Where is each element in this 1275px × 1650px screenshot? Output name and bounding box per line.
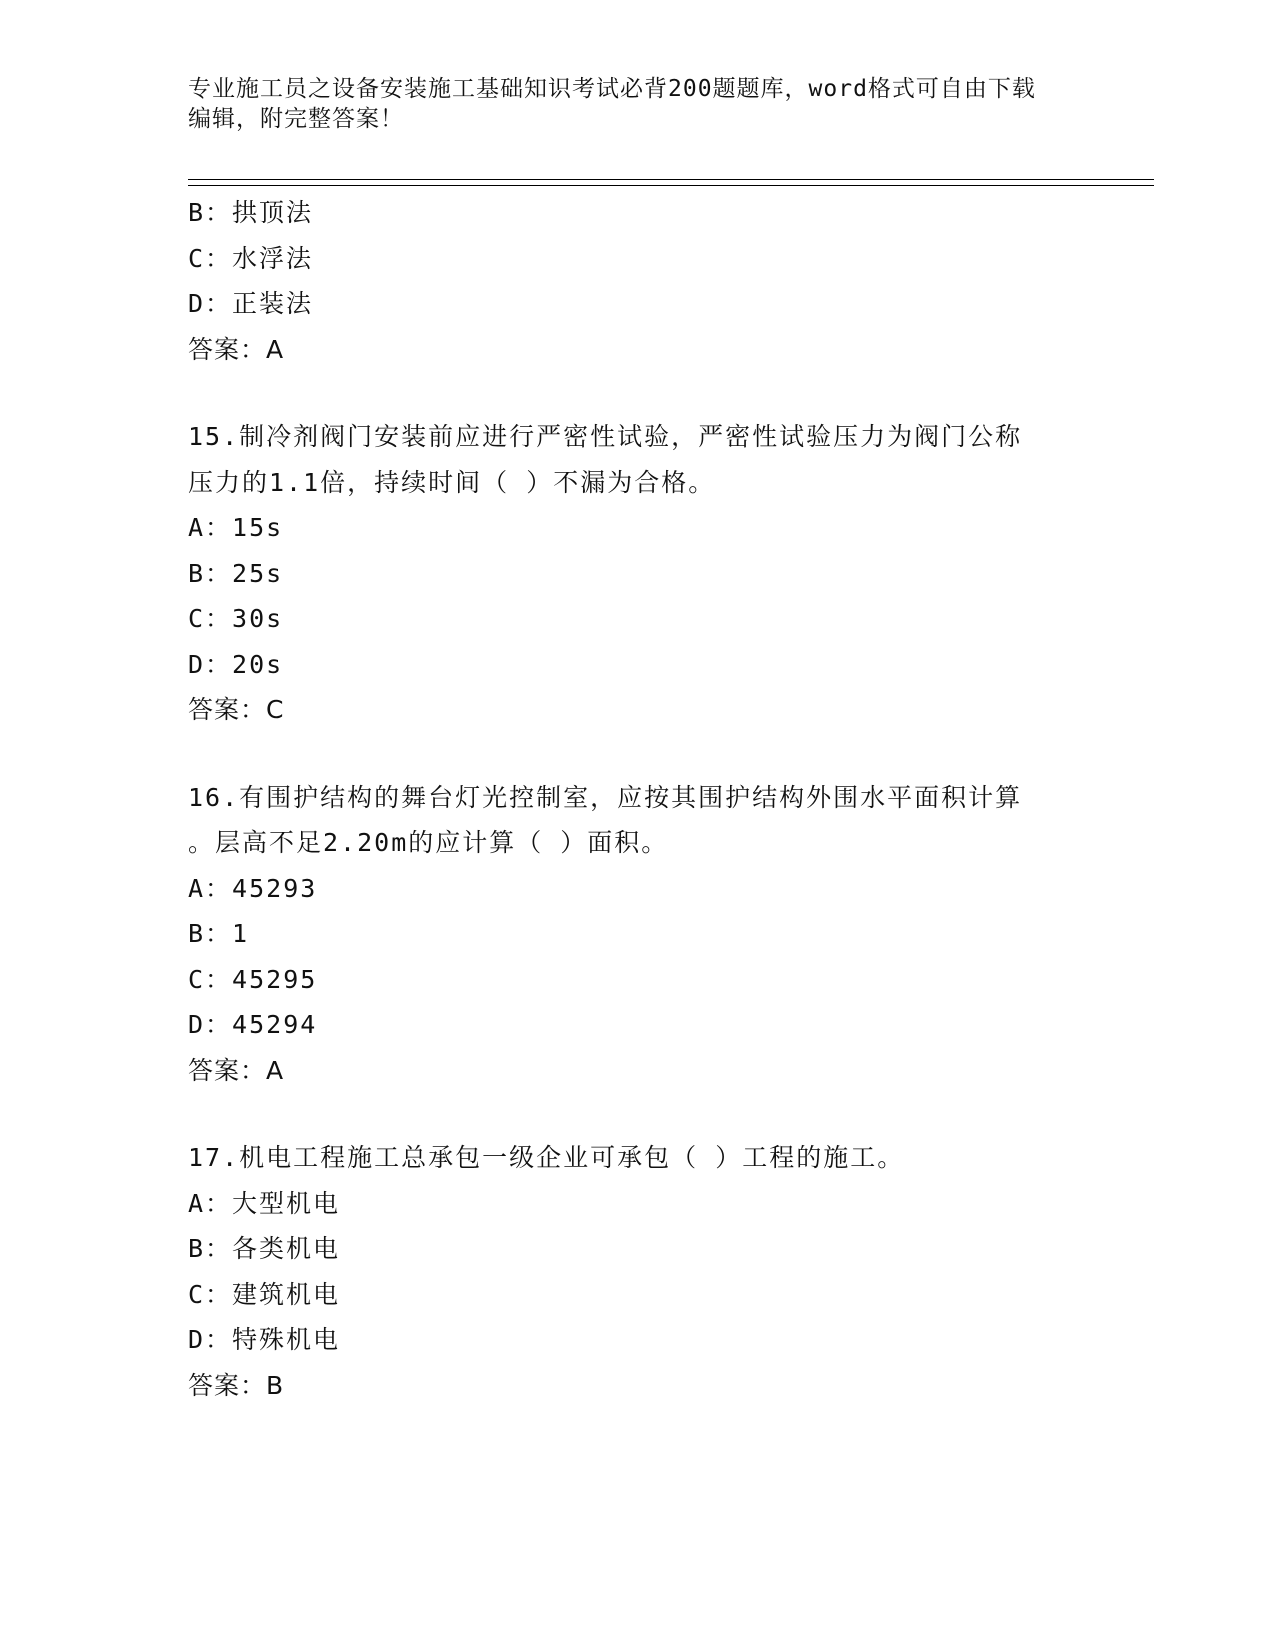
- option-b: B：各类机电: [188, 1234, 341, 1263]
- answer: 答案：A: [188, 334, 285, 364]
- option-d: D：20s: [188, 649, 284, 679]
- option-c: C：水浮法: [188, 243, 314, 273]
- question-list: [188, 190, 1108, 1408]
- option-d: D：特殊机电: [188, 1325, 341, 1354]
- option-b: B：拱顶法: [188, 198, 314, 227]
- option-c: C：45295: [188, 964, 318, 994]
- page-header: [188, 74, 1108, 134]
- question-15: [188, 414, 1108, 733]
- option-d: D：正装法: [188, 289, 314, 318]
- stem-line: 。层高不足2.20m的应计算（ ）面积。: [188, 828, 669, 857]
- question-stem: [188, 414, 1108, 505]
- option-c: C：30s: [188, 604, 284, 633]
- option-a: A：大型机电: [188, 1188, 341, 1218]
- header-line-2: 编辑，附完整答案！: [188, 106, 404, 132]
- partial-question: [188, 190, 1108, 372]
- option-a: A：45293: [188, 873, 318, 903]
- header-line-1: 专业施工员之设备安装施工基础知识考试必背200题题库，word格式可自由下载: [188, 76, 1036, 102]
- stem-line: 压力的1.1倍，持续时间（ ）不漏为合格。: [188, 467, 716, 497]
- question-16: [188, 775, 1108, 1094]
- option-b: B：1: [188, 919, 250, 948]
- option-c: C：建筑机电: [188, 1279, 341, 1309]
- option-d: D：45294: [188, 1010, 318, 1039]
- option-b: B：25s: [188, 558, 284, 588]
- stem-line: 17.机电工程施工总承包一级企业可承包（ ）工程的施工。: [188, 1143, 905, 1172]
- answer: 答案：C: [188, 695, 285, 724]
- answer: 答案：A: [188, 1055, 285, 1085]
- question-stem: [188, 1135, 1108, 1181]
- stem-line: 15.制冷剂阀门安装前应进行严密性试验，严密性试验压力为阀门公称: [188, 422, 1023, 451]
- option-a: A：15s: [188, 513, 284, 542]
- question-17: [188, 1135, 1108, 1408]
- header-divider: [188, 179, 1154, 186]
- question-stem: [188, 775, 1108, 866]
- stem-line: 16.有围护结构的舞台灯光控制室，应按其围护结构外围水平面积计算: [188, 782, 1023, 812]
- answer: 答案：B: [188, 1370, 285, 1400]
